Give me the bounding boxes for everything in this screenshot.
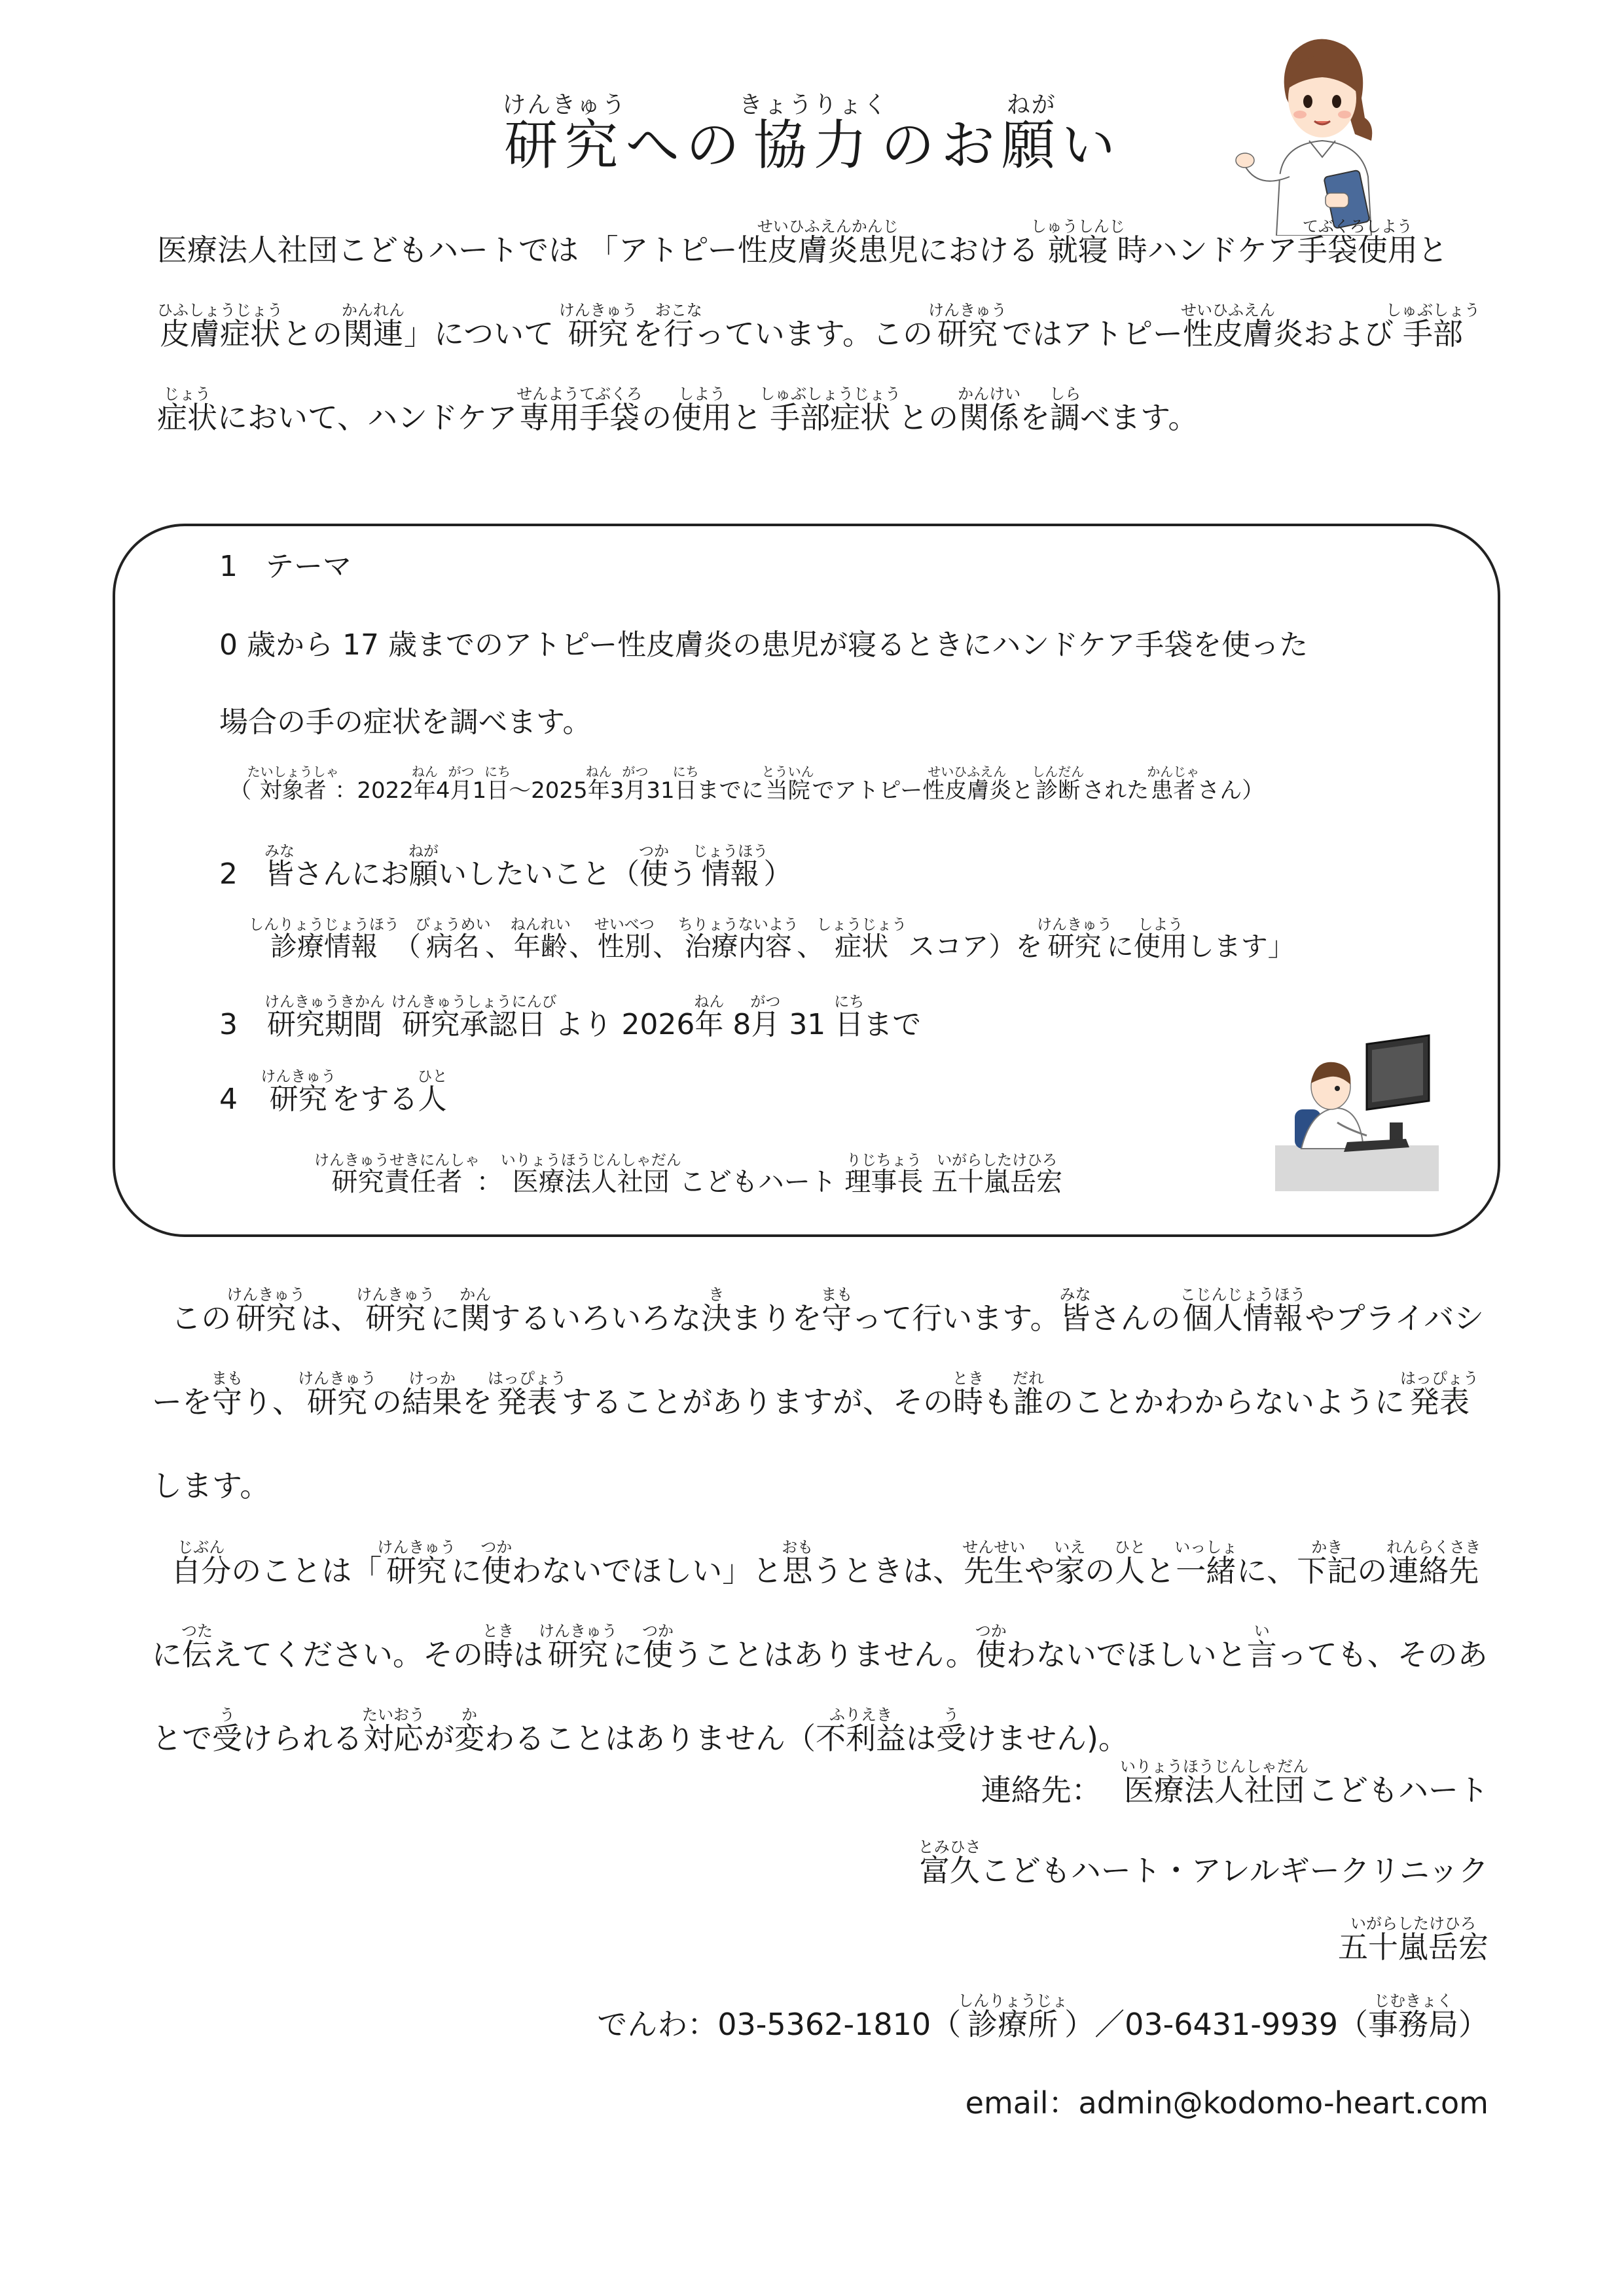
contact-org: 連絡先： 医療法人社団いりょうほうじんしゃだんこどもハート — [981, 1757, 1489, 1808]
theme-line-2: 場合の手の症状を調べます。 — [219, 706, 592, 739]
contact-clinic: 富久とみひさこどもハート・アレルギークリニック — [918, 1838, 1489, 1888]
theme-line-1: 0 歳から 17 歳までのアトピー性皮膚炎の患児が寝るときにハンドケア手袋を使った — [219, 628, 1308, 662]
privacy-paragraph: この研究けんきゅうは、研究けんきゅうに関かんするいろいろな決きまりを守まもって行います。皆みなさんの個人情報こじんじょうほうやプライバシーを守まもり、研究けんきゅうの結果けっかを発表はっぴょうすることがありますが、その時ときも誰だれのことかわからないように発表はっぴょうします。 — [152, 1285, 1485, 1503]
section-2-detail: 診療情報しんりょうじょうほう（病名びょうめい、年齢ねんれい、性別せいべつ、治療内容ちりょうないよう、症状しょうじょう スコア）を研究けんきゅうに使用しようします」 — [249, 916, 1295, 962]
nurse-illustration — [1231, 26, 1401, 236]
contact-email[interactable]: email：admin@kodomo-heart.com — [965, 2085, 1489, 2121]
contact-phone[interactable]: でんわ：03-5362-1810（診療所しんりょうじょ）／03-6431-9939（事務局じむきょく） — [597, 1992, 1489, 2042]
intro-paragraph: 医療法人社団こどもハートでは 「アトピー性皮膚炎患児せいひふえんかんじにおける就寝しゅうしんじ時ハンドケア手袋使用てぶくろしようと皮膚症状ひふしょうじょうとの関連かんれん」について 研究けんきゅうを行おこなっています。この研究けんきゅうではアトピー性皮膚炎せいひふえんおよび手部症状しゅぶしょうじょうにおいて、ハンドケア専用手袋せんようてぶくろの使用しようと手部症状しゅぶしょうじょうとの関係かんけいを調しらべます。 — [157, 217, 1481, 435]
section-2-heading: 2 皆みなさんにお願ねがいしたいこと（使つかう情報じょうほう） — [219, 843, 793, 891]
page-title: 研究けんきゅうへの協力きょうりょくのお願ねがい — [502, 92, 1122, 177]
section-4-detail: 研究責任者けんきゅうせきにんしゃ：医療法人社団いりょうほうじんしゃだんこどもハート 理事長りじちょう 五十嵐岳宏いがらしたけひろ — [314, 1152, 1063, 1197]
contact-name: 五十嵐岳宏いがらしたけひろ — [1338, 1914, 1489, 1965]
section-4-heading: 4 研究けんきゅうをする人ひと — [219, 1068, 448, 1116]
target-note: （対象者たいしょうしゃ：2022年ねん4月がつ1日にち～2025年ねん3月がつ31日にちまでに当院とういんでアトピー性皮膚炎せいひふえんと診断しんだんされた患者かんじゃさん） — [229, 764, 1265, 804]
section-1-heading: 1 テーマ — [219, 550, 352, 583]
doctor-computer-illustration — [1275, 1031, 1439, 1191]
section-3-period: 3 研究期間けんきゅうきかん 研究承認日けんきゅうしょうにんびより 2026年ねん 8月がつ 31 日にちまで — [219, 994, 922, 1041]
optout-paragraph: 自分じぶんのことは「研究けんきゅうに使つかわないでほしい」と思おもうときは、先生せんせいや家いえの人ひとと一緒いっしょに、下記かきの連絡先れんらくさきに伝つたえてください。その時ときは研究けんきゅうに使つかうことはありません。使つかわないでほしいと言いっても、そのあとで受うけられる対応たいおうが変かわることはありません（不利益ふりえきは受うけません)。 — [152, 1538, 1488, 1756]
